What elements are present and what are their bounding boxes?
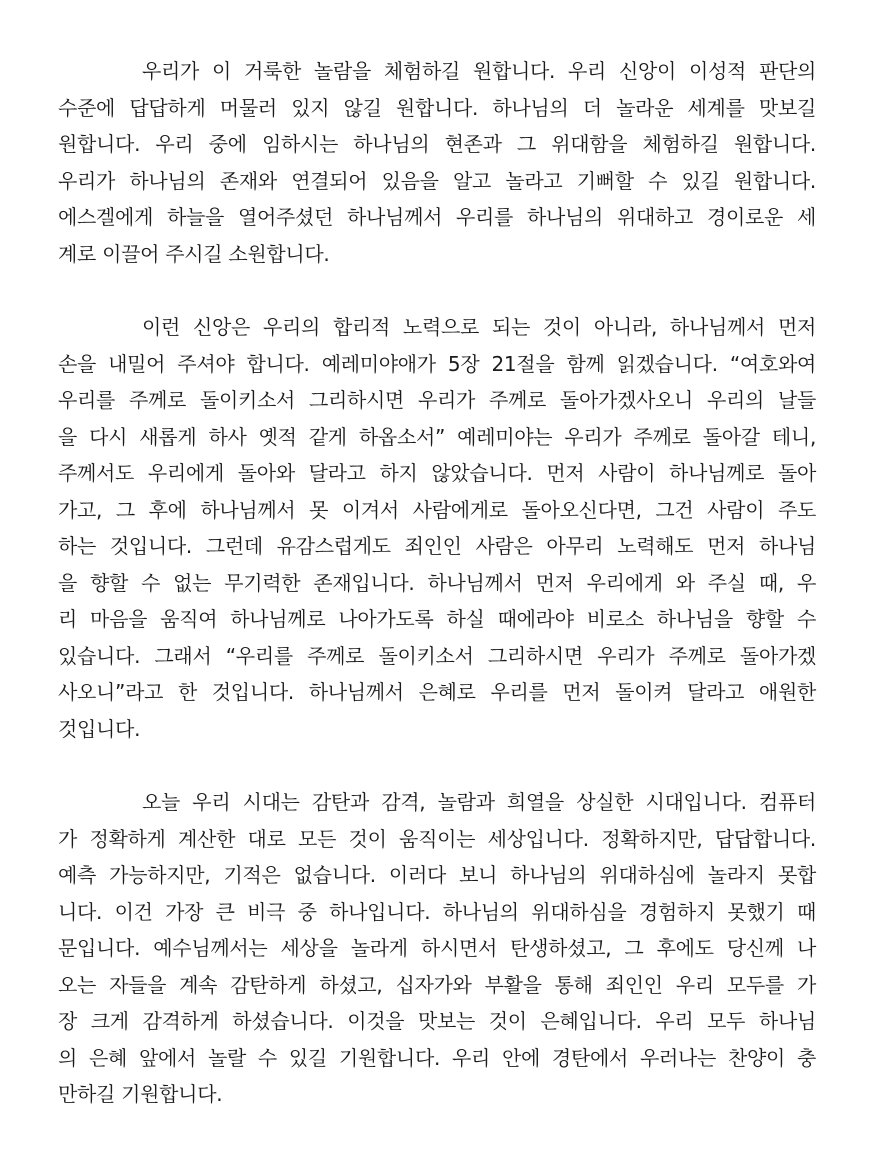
- text-line: 손을 내밀어 주셔야 합니다. 예레미야애가 5장 21절을 함께 읽겠습니다. “여호와여: [58, 351, 816, 376]
- text-line: 니다. 이건 가장 큰 비극 중 하나입니다. 하나님의 위대하심을 경험하지 못했기 때: [58, 899, 816, 924]
- text-line: 오늘 우리 시대는 감탄과 감격, 놀람과 희열을 상실한 시대입니다. 컴퓨터: [142, 790, 816, 814]
- text-line: 우리가 이 거룩한 놀람을 체험하길 원합니다. 우리 신앙이 이성적 판단의: [142, 59, 816, 83]
- paragraph-1: [58, 53, 816, 272]
- text-line: 에스겔에게 하늘을 열어주셨던 하나님께서 우리를 하나님의 위대하고 경이로운 세: [58, 205, 816, 229]
- text-line: 문입니다. 예수님께서는 세상을 놀라게 하시면서 탄생하셨고, 그 후에도 당신께 나: [58, 936, 816, 960]
- text-line: 하는 것입니다. 그런데 유감스럽게도 죄인인 사람은 아무리 노력해도 먼저 하나님: [58, 534, 816, 558]
- paragraph-2: [58, 309, 816, 747]
- text-line: 이런 신앙은 우리의 합리적 노력으로 되는 것이 아니라, 하나님께서 먼저: [142, 315, 816, 339]
- text-line: 을 다시 새롭게 하사 옛적 같게 하옵소서” 예레미야는 우리가 주께로 돌아갈 테니,: [58, 424, 816, 449]
- text-line: 의 은혜 앞에서 놀랄 수 있길 기원합니다. 우리 안에 경탄에서 우러나는 찬양이 충: [58, 1045, 816, 1070]
- text-line: 것입니다.: [58, 716, 141, 741]
- text-line: 사오니”라고 한 것입니다. 하나님께서 은혜로 우리를 먼저 돌이켜 달라고 애원한: [58, 680, 816, 704]
- text-line: 계로 이끌어 주시길 소원합니다.: [58, 241, 330, 266]
- text-line: 예측 가능하지만, 기적은 없습니다. 이러다 보니 하나님의 위대하심에 놀라지 못합: [58, 863, 816, 887]
- text-line: 수준에 답답하게 머물러 있지 않길 원합니다. 하나님의 더 놀라운 세계를 맛보길: [58, 95, 816, 120]
- text-line: 주께서도 우리에게 돌아와 달라고 하지 않았습니다. 먼저 사람이 하나님께로 돌아: [58, 461, 816, 485]
- text-line: 만하길 기원합니다.: [58, 1082, 223, 1106]
- paragraph-3: [58, 784, 816, 1113]
- text-line: 우리가 하나님의 존재와 연결되어 있음을 알고 놀라고 기뻐할 수 있길 원합니다.: [58, 168, 816, 193]
- text-line: 있습니다. 그래서 “우리를 주께로 돌이키소서 그리하시면 우리가 주께로 돌아가겠: [58, 643, 816, 668]
- text-line: 원합니다. 우리 중에 임하시는 하나님의 현존과 그 위대함을 체험하길 원합니다.: [58, 132, 816, 156]
- text-line: 가고, 그 후에 하나님께서 못 이겨서 사람에게로 돌아오신다면, 그건 사람이 주도: [58, 497, 816, 522]
- text-line: 오는 자들을 계속 감탄하게 하셨고, 십자가와 부활을 통해 죄인인 우리 모두를 가: [58, 972, 816, 997]
- text-line: 을 향할 수 없는 무기력한 존재입니다. 하나님께서 먼저 우리에게 와 주실 때, 우: [58, 570, 816, 595]
- text-line: 가 정확하게 계산한 대로 모든 것이 움직이는 세상입니다. 정확하지만, 답답합니다.: [58, 826, 816, 851]
- text-line: 우리를 주께로 돌이키소서 그리하시면 우리가 주께로 돌아가겠사오니 우리의 날들: [58, 388, 816, 412]
- text-line: 리 마음을 움직여 하나님께로 나아가도록 하실 때에라야 비로소 하나님을 향할 수: [58, 607, 816, 631]
- text-line: 장 크게 감격하게 하셨습니다. 이것을 맛보는 것이 은혜입니다. 우리 모두 하나님: [58, 1009, 816, 1033]
